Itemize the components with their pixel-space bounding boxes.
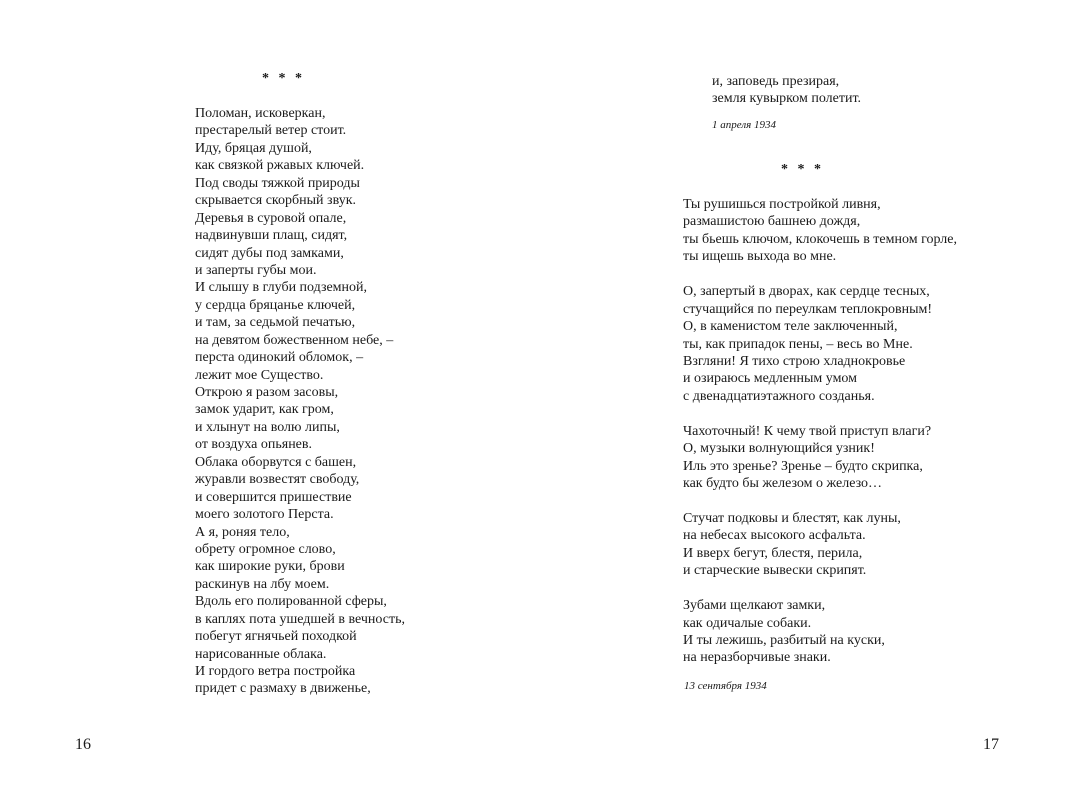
stanza-break <box>683 266 957 283</box>
poem-line: и хлынут на волю липы, <box>195 419 340 435</box>
poem-line: с двенадцатиэтажного созданья. <box>683 388 875 404</box>
poem-line: на небесах высокого асфальта. <box>683 528 866 544</box>
poem-line: Под своды тяжкой природы <box>195 175 360 191</box>
page-number: 16 <box>75 736 91 753</box>
poem-line: земля кувырком полетит. <box>712 91 862 107</box>
poem-line: О, в каменистом теле заключенный, <box>683 319 898 335</box>
poem-line: моего золотого Перста. <box>195 507 334 523</box>
stanza-break <box>683 580 957 597</box>
poem-line: ты, как припадок пены, – весь во Мне. <box>683 336 913 352</box>
poem-line: скрывается скорбный звук. <box>195 193 356 209</box>
stanza-break <box>683 492 957 509</box>
poem-text <box>195 105 405 698</box>
poem-line: стучащийся по переулкам теплокровным! <box>683 301 933 317</box>
stanza-break <box>683 405 957 422</box>
poem-date: 13 сентября 1934 <box>684 680 767 692</box>
poem-line: как одичалые собаки. <box>683 615 812 631</box>
poem-line: И слышу в глуби подземной, <box>195 280 368 296</box>
poem-date: 1 апреля 1934 <box>712 119 777 131</box>
poem-line: на неразборчивые знаки. <box>683 650 831 666</box>
poem-line: раскинув на лбу моем. <box>195 576 330 592</box>
poem-line: и совершится пришествие <box>195 489 352 505</box>
poem-line: ты бьешь ключом, клокочешь в темном горле, <box>683 231 957 247</box>
poem-line: Открою я разом засовы, <box>195 385 339 400</box>
poem-line: как будто бы железом о железо… <box>683 476 883 491</box>
poem-line: Зубами щелкают замки, <box>683 598 826 614</box>
section-divider-stars: * * * <box>781 162 824 177</box>
poem-line: и там, за седьмой печатью, <box>195 315 356 331</box>
poem-line: Облака оборвутся с башен, <box>195 454 357 470</box>
poem-line: придет с размаху в движенье, <box>195 681 371 697</box>
poem-line: перста одинокий обломок, – <box>195 350 364 366</box>
poem-line: И гордого ветра постройка <box>195 664 356 679</box>
poem-line: Деревья в суровой опале, <box>195 210 347 226</box>
poem-line: сидят дубы под замками, <box>195 245 344 261</box>
poem-line: побегут ягнячьей походкой <box>195 629 357 645</box>
poem-line: журавли возвестят свободу, <box>195 472 360 488</box>
poem-line: Взгляни! Я тихо строю хладнокровье <box>683 353 906 369</box>
poem-line: Иль это зренье? Зренье – будто скрипка, <box>683 458 923 474</box>
poem-line: лежит мое Существо. <box>195 367 324 383</box>
poem-line: у сердца бряцанье ключей, <box>195 297 356 313</box>
poem-line: И ты лежишь, разбитый на куски, <box>683 632 885 648</box>
poem-line: надвинувши плащ, сидят, <box>195 228 348 244</box>
poem-line: и заперты губы мои. <box>195 262 317 278</box>
poem-line: О, запертый в дворах, как сердце тесных, <box>683 284 930 300</box>
poem-line: О, музыки волнующийся узник! <box>683 441 875 457</box>
poem-line: Вдоль его полированной сферы, <box>195 594 387 610</box>
poem-continuation <box>712 73 861 108</box>
poem-line: замок ударит, как гром, <box>195 402 334 418</box>
poem-line: размашистою башнею дождя, <box>683 214 861 230</box>
poem-line: как связкой ржавых ключей. <box>195 158 365 174</box>
poem-line: ты ищешь выхода во мне. <box>683 249 837 265</box>
poem-line: от воздуха опьянев. <box>195 437 313 453</box>
section-divider-stars: * * * <box>262 71 305 86</box>
poem-line: А я, роняя тело, <box>195 524 290 540</box>
poem-line: Поломан, исковеркан, <box>195 106 326 121</box>
poem-text <box>683 196 957 667</box>
poem-line: И вверх бегут, блестя, перила, <box>683 545 863 561</box>
right-page <box>537 0 1074 800</box>
poem-line: обрету огромное слово, <box>195 541 336 557</box>
page-number: 17 <box>983 736 999 753</box>
poem-line: как широкие руки, брови <box>195 559 345 575</box>
poem-line: нарисованные облака. <box>195 646 327 662</box>
poem-line: Иду, бряцая душой, <box>195 140 312 156</box>
poem-line: Стучат подковы и блестят, как луны, <box>683 510 901 526</box>
poem-line: на девятом божественном небе, – <box>195 332 394 348</box>
poem-line: престарелый ветер стоит. <box>195 123 347 139</box>
poem-line: Ты рушишься постройкой ливня, <box>683 197 881 212</box>
poem-line: Чахоточный! К чему твой приступ влаги? <box>683 423 932 439</box>
poem-line: и старческие вывески скрипят. <box>683 563 867 579</box>
poem-line: в каплях пота ушедшей в вечность, <box>195 611 405 627</box>
poem-line: и, заповедь презирая, <box>712 74 840 89</box>
poem-line: и озираюсь медленным умом <box>683 371 858 387</box>
